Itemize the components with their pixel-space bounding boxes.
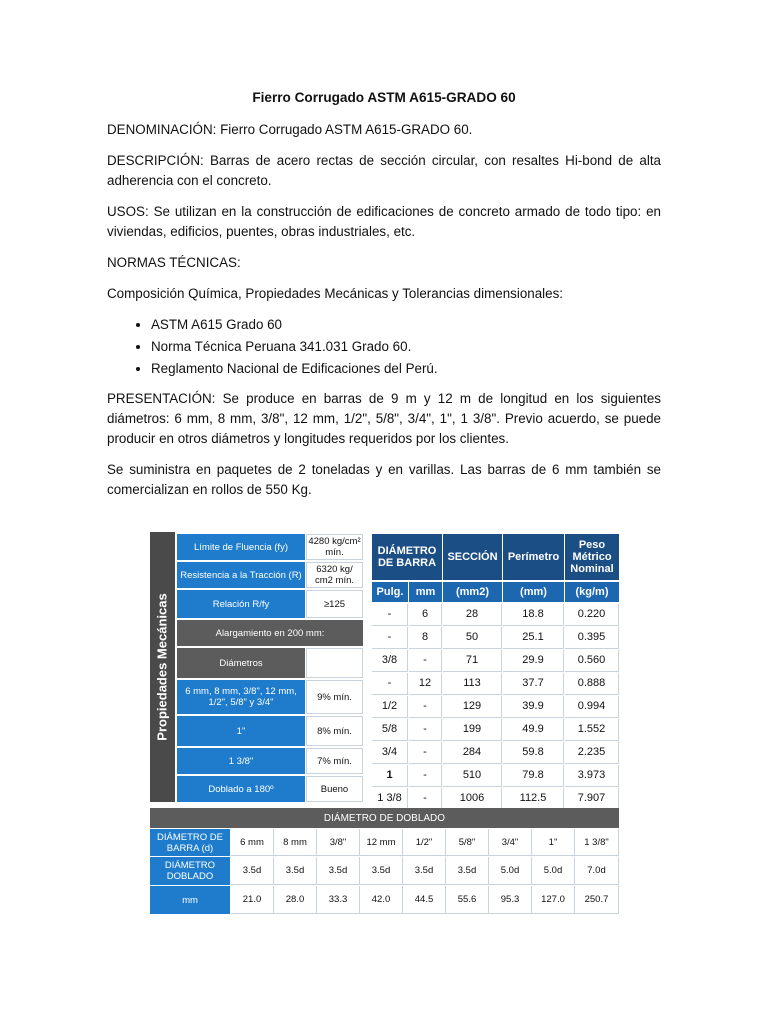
mechanical-properties-side-label: Propiedades Mecánicas (150, 532, 175, 802)
descripcion-label: DESCRIPCIÓN: (107, 153, 204, 168)
table-cell-seccion: 129 (443, 696, 502, 718)
bending-cell-doblado: 5.0d (532, 857, 575, 885)
header-perimetro: Perímetro (503, 534, 564, 580)
bending-cell-mm: 42.0 (360, 886, 403, 914)
alargamiento-row-label: 6 mm, 8 mm, 3/8", 12 mm, 1/2", 5/8" y 3/4" (177, 680, 305, 714)
table-cell-pulg: - (372, 627, 408, 649)
bending-cell-mm: 44.5 (403, 886, 446, 914)
bending-cell-mm: 55.6 (446, 886, 489, 914)
row-label-diametro-barra: DIÁMETRO DE BARRA (d) (150, 829, 230, 856)
bending-table-title: DIÁMETRO DE DOBLADO (150, 808, 619, 828)
diametros-value-empty (306, 648, 363, 678)
table-cell-peso: 1.552 (565, 719, 619, 741)
table-cell-peso: 0.888 (565, 673, 619, 695)
bending-cell-mm: 250.7 (575, 886, 619, 914)
bending-cell-bars: 3/8" (317, 829, 360, 856)
table-cell-perimetro: 18.8 (503, 604, 564, 626)
relacion-value: ≥125 (306, 590, 363, 618)
table-cell-perimetro: 112.5 (503, 788, 564, 810)
limite-value: 4280 kg/cm² mín. (306, 534, 363, 560)
denominacion-label: DENOMINACIÓN: (107, 122, 217, 137)
usos-text: Se utilizan en la construcción de edificaciones de concreto armado de todo tipo: en viviendas, edificios, puentes, obras industriales, etc. (107, 204, 661, 239)
usos-label: USOS: (107, 204, 149, 219)
bending-cell-mm: 28.0 (274, 886, 317, 914)
document-title: Fierro Corrugado ASTM A615-GRADO 60 (252, 90, 516, 105)
table-cell-mm: - (409, 742, 442, 764)
presentacion-paragraph (107, 389, 661, 449)
header-seccion: SECCIÓN (443, 534, 502, 580)
bending-cell-bars: 1/2" (403, 829, 446, 856)
bending-cell-bars: 12 mm (360, 829, 403, 856)
list-item: • ASTM A615 Grado 60 (151, 315, 661, 335)
table-cell-mm: - (409, 765, 442, 787)
unit-mm: mm (409, 582, 442, 602)
bending-cell-mm: 33.3 (317, 886, 360, 914)
table-cell-pulg: 1 3/8 (372, 788, 408, 810)
bending-cell-mm: 95.3 (489, 886, 532, 914)
bending-cell-doblado: 3.5d (274, 857, 317, 885)
presentacion-text: Se produce en barras de 9 m y 12 m de longitud en los siguientes diámetros: 6 mm, 8 mm, 3/8", 12 mm, 1/2", 5/8", 3/4", 1", 1 3/8". Previo acuerdo, se puede producir en otros diámetros y longitudes requeridos por los clientes. (107, 391, 661, 446)
table-cell-perimetro: 25.1 (503, 627, 564, 649)
bending-cell-doblado: 3.5d (403, 857, 446, 885)
table-cell-peso: 7.907 (565, 788, 619, 810)
denominacion-text: Fierro Corrugado ASTM A615-GRADO 60. (220, 122, 473, 137)
suministro-paragraph: Se suministra en paquetes de 2 toneladas y en varillas. Las barras de 6 mm también se comercializan en rollos de 550 Kg. (107, 462, 661, 497)
bending-cell-mm: 127.0 (532, 886, 575, 914)
table-cell-mm: 8 (409, 627, 442, 649)
descripcion-text: Barras de acero rectas de sección circular, con resaltes Hi-bond de alta adherencia con el concreto. (107, 153, 661, 188)
bending-cell-doblado: 3.5d (446, 857, 489, 885)
table-cell-seccion: 71 (443, 650, 502, 672)
table-cell-mm: - (409, 696, 442, 718)
doblado-label: Doblado a 180º (177, 776, 305, 802)
composicion-text: Composición Química, Propiedades Mecánicas y Tolerancias dimensionales: (107, 286, 563, 301)
table-cell-perimetro: 37.7 (503, 673, 564, 695)
table-cell-perimetro: 79.8 (503, 765, 564, 787)
table-cell-seccion: 113 (443, 673, 502, 695)
limite-label: Límite de Fluencia (fy) (177, 534, 305, 560)
descripcion-paragraph (107, 151, 661, 191)
denominacion-paragraph (107, 120, 661, 140)
properties-table-image (150, 532, 619, 802)
normas-label: NORMAS TÉCNICAS: (107, 255, 241, 270)
relacion-label: Relación R/fy (177, 590, 305, 618)
bending-cell-doblado: 3.5d (317, 857, 360, 885)
unit-peso: (kg/m) (565, 582, 619, 602)
bending-cell-doblado: 3.5d (231, 857, 274, 885)
usos-paragraph (107, 202, 661, 242)
bending-cell-doblado: 3.5d (360, 857, 403, 885)
bending-cell-bars: 1" (532, 829, 575, 856)
doblado-value: Bueno (306, 776, 363, 802)
alargamiento-row-label: 1" (177, 716, 305, 746)
normas-list (107, 315, 661, 379)
table-cell-pulg: - (372, 673, 408, 695)
list-item: • Reglamento Nacional de Edificaciones del Perú. (151, 359, 661, 379)
table-cell-pulg: 3/8 (372, 650, 408, 672)
table-cell-seccion: 50 (443, 627, 502, 649)
table-cell-peso: 0.560 (565, 650, 619, 672)
table-cell-pulg: 3/4 (372, 742, 408, 764)
table-cell-pulg: 5/8 (372, 719, 408, 741)
table-cell-pulg: 1 (372, 765, 408, 787)
table-cell-pulg: 1/2 (372, 696, 408, 718)
table-cell-pulg: - (372, 604, 408, 626)
row-label-mm: mm (150, 886, 230, 914)
table-cell-perimetro: 49.9 (503, 719, 564, 741)
resistencia-label: Resistencia a la Tracción (R) (177, 562, 305, 588)
table-cell-mm: - (409, 650, 442, 672)
bending-cell-bars: 6 mm (231, 829, 274, 856)
bending-cell-mm: 21.0 (231, 886, 274, 914)
table-cell-seccion: 510 (443, 765, 502, 787)
header-peso: Peso Métrico Nominal (565, 534, 619, 580)
bending-diameter-table (150, 808, 619, 914)
table-cell-seccion: 28 (443, 604, 502, 626)
alargamiento-row-value: 7% mín. (306, 748, 363, 774)
table-cell-mm: - (409, 788, 442, 810)
table-cell-peso: 0.395 (565, 627, 619, 649)
unit-seccion: (mm2) (443, 582, 502, 602)
table-cell-peso: 0.994 (565, 696, 619, 718)
list-item: • Norma Técnica Peruana 341.031 Grado 60. (151, 337, 661, 357)
table-cell-perimetro: 29.9 (503, 650, 564, 672)
resistencia-value: 6320 kg/ cm2 mín. (306, 562, 363, 588)
table-cell-peso: 3.973 (565, 765, 619, 787)
row-label-diametro-doblado: DIÁMETRO DOBLADO (150, 857, 230, 885)
bending-cell-doblado: 7.0d (575, 857, 619, 885)
alargamiento-row-value: 9% mín. (306, 680, 363, 714)
unit-pulg: Pulg. (372, 582, 408, 602)
alargamiento-label: Alargamiento en 200 mm: (177, 620, 363, 646)
diametros-label: Diámetros (177, 648, 305, 678)
table-cell-peso: 0.220 (565, 604, 619, 626)
table-cell-peso: 2.235 (565, 742, 619, 764)
bending-cell-bars: 1 3/8" (575, 829, 619, 856)
bending-cell-doblado: 5.0d (489, 857, 532, 885)
alargamiento-row-label: 1 3/8" (177, 748, 305, 774)
header-diametro: DIÁMETRO DE BARRA (372, 534, 442, 580)
table-cell-seccion: 1006 (443, 788, 502, 810)
alargamiento-row-value: 8% mín. (306, 716, 363, 746)
bending-cell-bars: 8 mm (274, 829, 317, 856)
table-cell-mm: 12 (409, 673, 442, 695)
table-cell-seccion: 284 (443, 742, 502, 764)
table-cell-seccion: 199 (443, 719, 502, 741)
table-cell-mm: - (409, 719, 442, 741)
presentacion-label: PRESENTACIÓN: (107, 391, 216, 406)
document-body (107, 88, 661, 511)
table-cell-perimetro: 39.9 (503, 696, 564, 718)
bending-cell-bars: 3/4" (489, 829, 532, 856)
bending-cell-bars: 5/8" (446, 829, 489, 856)
unit-perimetro: (mm) (503, 582, 564, 602)
table-cell-perimetro: 59.8 (503, 742, 564, 764)
table-cell-mm: 6 (409, 604, 442, 626)
